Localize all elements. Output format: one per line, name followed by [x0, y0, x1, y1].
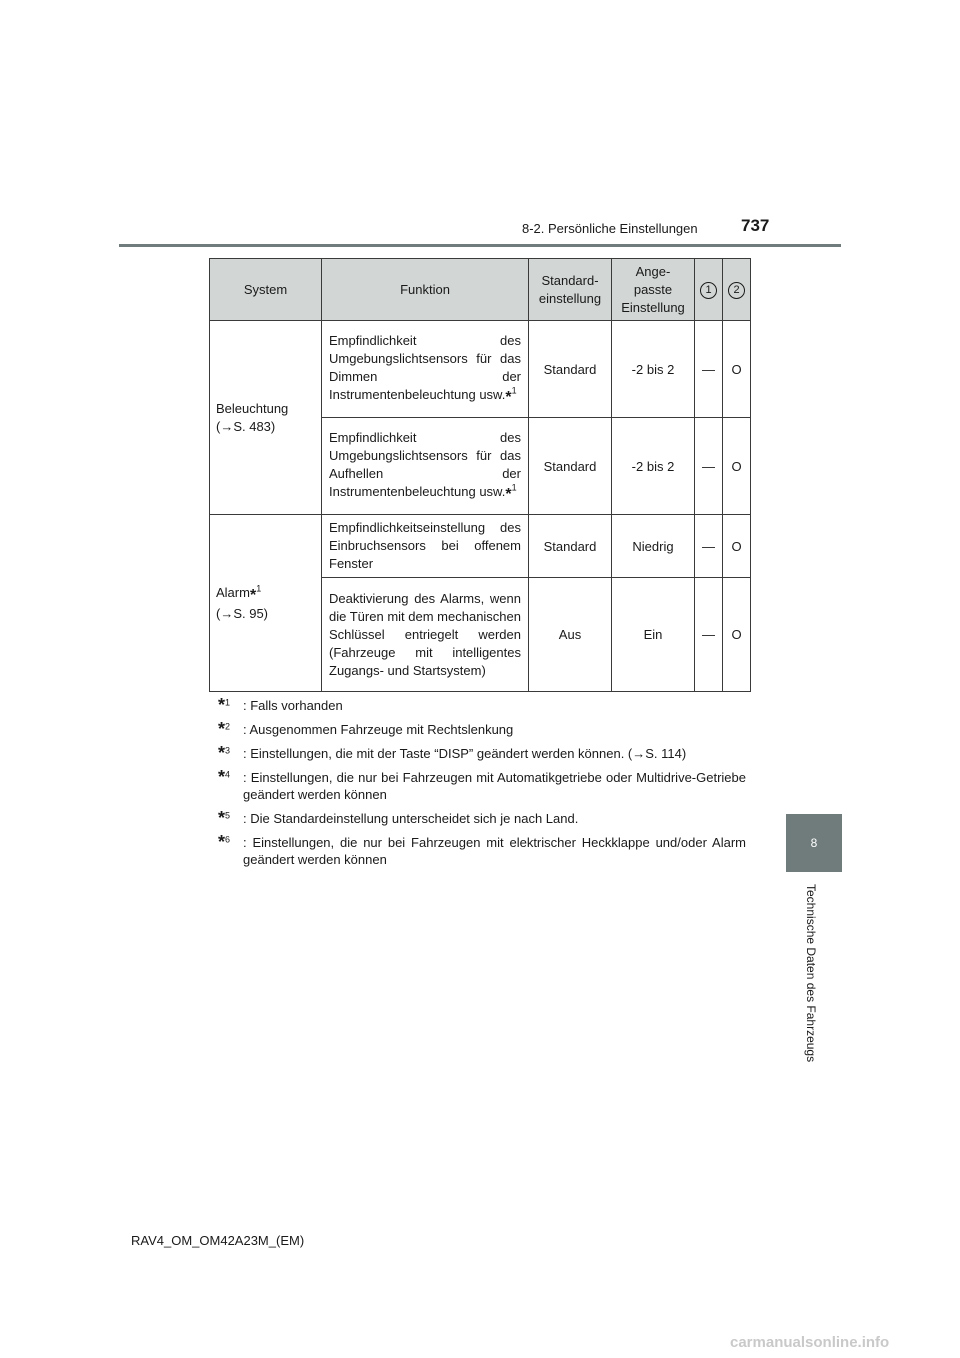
system-name: Beleuchtung [216, 400, 289, 416]
header-standard [529, 259, 612, 321]
settings-table [209, 258, 751, 692]
standard-cell: Standard [529, 515, 612, 578]
standard-cell: Standard [529, 418, 612, 515]
col1-cell: — [695, 578, 723, 692]
chapter-title-vertical [800, 884, 820, 1078]
standard-cell: Aus [529, 578, 612, 692]
footnote-2: *$^2$ : Ausgenommen Fahrzeuge mit Rechtslenkung [218, 719, 514, 739]
function-cell: Empfindlichkeit des Umgebungslichtsensors für das Aufhellen der Instrumentenbeleuchtung usw.*$^1$ [322, 418, 529, 515]
col1-cell: — [695, 321, 723, 418]
system-name: Alarm [216, 584, 250, 600]
page-reference: (→S. 95) [216, 605, 269, 621]
header-col2 [723, 259, 751, 321]
function-cell: Empfindlichkeitseinstellung des Einbruchsensors bei offenem Fenster [322, 515, 529, 578]
table-row [210, 321, 751, 418]
circled-number-2: 2 [728, 282, 745, 299]
chapter-title: Technische Daten des Fahrzeugs [804, 884, 818, 1063]
chapter-tab [786, 814, 842, 872]
custom-cell: -2 bis 2 [612, 418, 695, 515]
footnote-6: *$^6$ : Einstellungen, die nur bei Fahrzeugen mit elektrischer Heckklappe und/oder Alarm geändert werden können [218, 832, 746, 867]
function-cell: Empfindlichkeit des Umgebungslichtsensors für das Dimmen der Instrumentenbeleuchtung usw.*$^1$ [322, 321, 529, 418]
header-divider [119, 244, 841, 247]
table-row [210, 515, 751, 578]
header-col1 [695, 259, 723, 321]
function-cell: Deaktivierung des Alarms, wenn die Türen mit dem mechanischen Schlüssel entriegelt werden (Fahrzeuge mit intelligentes Zugangs- und Startsystem) [322, 578, 529, 692]
table-header-row [210, 259, 751, 321]
document-code: RAV4_OM_OM42A23M_(EM) [131, 1233, 305, 1248]
custom-cell: Niedrig [612, 515, 695, 578]
footnotes [218, 697, 746, 875]
footnote-4: *$^4$ : Einstellungen, die nur bei Fahrzeugen mit Automatikgetriebe oder Multidrive-Getriebe geändert werden können [218, 767, 746, 802]
standard-cell: Standard [529, 321, 612, 418]
footnote-3: *$^3$ : Einstellungen, die mit der Taste “DISP” geändert werden können. (→S. 114) [218, 743, 687, 763]
custom-cell: Ein [612, 578, 695, 692]
header-angepasst-text: Ange- passte Einstellung [621, 263, 685, 315]
header-funktion: Funktion [322, 259, 529, 321]
header-system: System [210, 259, 322, 321]
system-cell-alarm: Alarm*$^1$ (→S. 95) [210, 515, 322, 692]
custom-cell: -2 bis 2 [612, 321, 695, 418]
chapter-number: 8 [810, 836, 818, 850]
header-angepasst [612, 259, 695, 321]
col2-cell: O [723, 418, 751, 515]
col2-cell: O [723, 515, 751, 578]
watermark: carmanualsonline.info [730, 1334, 890, 1351]
col2-cell: O [723, 578, 751, 692]
footnote-5: *$^5$ : Die Standardeinstellung unterscheidet sich je nach Land. [218, 808, 579, 828]
header-standard-text: Standard- einstellung [538, 272, 602, 306]
section-title: 8-2. Persönliche Einstellungen [522, 221, 698, 236]
col2-cell: O [723, 321, 751, 418]
col1-cell: — [695, 418, 723, 515]
page-number: 737 [741, 216, 770, 235]
col1-cell: — [695, 515, 723, 578]
page-reference: (→S. 483) [216, 418, 276, 434]
footnote-1: *$^1$ : Falls vorhanden [218, 695, 343, 715]
circled-number-1: 1 [700, 282, 717, 299]
system-cell-beleuchtung [210, 321, 322, 515]
